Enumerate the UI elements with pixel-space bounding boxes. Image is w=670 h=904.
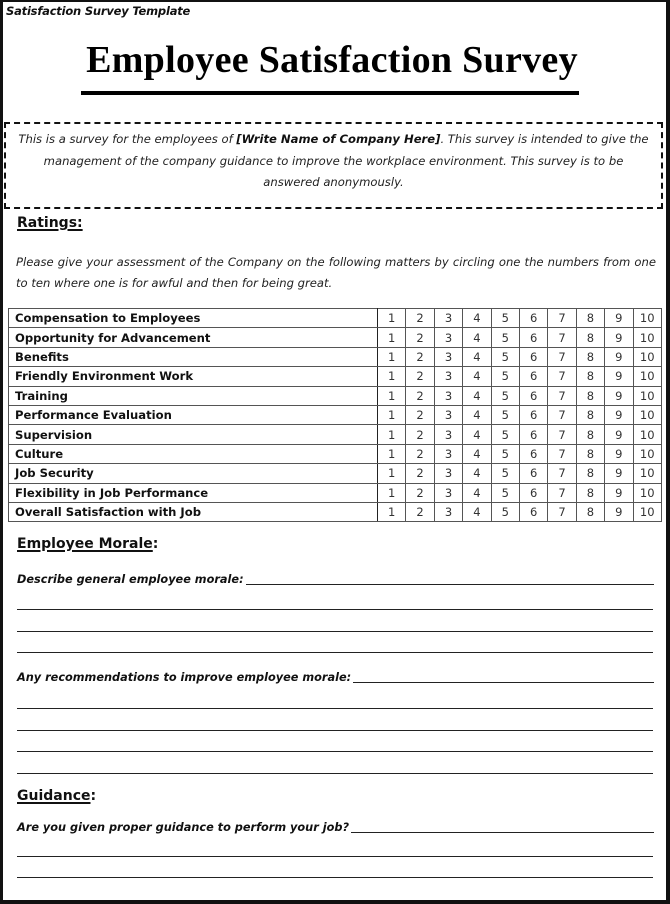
rating-item-label: Job Security xyxy=(9,464,378,483)
rating-option-6[interactable]: 6 xyxy=(519,425,547,444)
employee-morale-heading xyxy=(17,536,158,552)
rating-option-6[interactable]: 6 xyxy=(519,502,547,521)
rating-option-8[interactable]: 8 xyxy=(576,309,604,328)
rating-option-7[interactable]: 7 xyxy=(548,483,576,502)
rating-option-1[interactable]: 1 xyxy=(378,502,406,521)
describe-morale-prompt xyxy=(17,573,654,586)
rating-option-1[interactable]: 1 xyxy=(378,464,406,483)
rating-option-2[interactable]: 2 xyxy=(406,405,434,424)
rating-option-9[interactable]: 9 xyxy=(605,347,633,366)
rating-option-4[interactable]: 4 xyxy=(463,483,491,502)
rating-option-6[interactable]: 6 xyxy=(519,347,547,366)
ratings-table-body xyxy=(9,309,662,522)
rating-item-label: Supervision xyxy=(9,425,378,444)
intro-text-after: . This survey is intended to give the management of the company guidance to improve the workplace environment. This survey is to be answered anonymously. xyxy=(43,132,649,189)
table-row xyxy=(9,464,662,483)
guidance-answer-line-1[interactable] xyxy=(17,856,653,857)
rating-option-6[interactable]: 6 xyxy=(519,483,547,502)
describe-morale-answer-line-3[interactable] xyxy=(17,652,653,653)
table-row xyxy=(9,347,662,366)
rating-option-5[interactable]: 5 xyxy=(491,367,519,386)
rating-option-5[interactable]: 5 xyxy=(491,309,519,328)
describe-morale-answer-line-1[interactable] xyxy=(17,609,653,610)
table-row xyxy=(9,483,662,502)
rating-option-3[interactable]: 3 xyxy=(434,386,462,405)
rating-item-label: Compensation to Employees xyxy=(9,309,378,328)
rating-item-label: Culture xyxy=(9,444,378,463)
rating-option-10[interactable]: 10 xyxy=(633,405,661,424)
rating-option-1[interactable]: 1 xyxy=(378,425,406,444)
rating-option-1[interactable]: 1 xyxy=(378,386,406,405)
rating-item-label: Flexibility in Job Performance xyxy=(9,483,378,502)
table-row xyxy=(9,367,662,386)
recommendations-answer-line-4[interactable] xyxy=(17,773,653,774)
heading-colon: : xyxy=(152,536,159,552)
rating-option-2[interactable]: 2 xyxy=(406,444,434,463)
rating-option-10[interactable]: 10 xyxy=(633,328,661,347)
rating-option-3[interactable]: 3 xyxy=(434,502,462,521)
recommendations-answer-line-1[interactable] xyxy=(17,708,653,709)
recommendations-answer-line-2[interactable] xyxy=(17,730,653,731)
rating-option-4[interactable]: 4 xyxy=(463,367,491,386)
rating-option-8[interactable]: 8 xyxy=(576,483,604,502)
describe-morale-input[interactable] xyxy=(246,573,654,585)
guidance-heading-text: Guidance xyxy=(17,788,91,804)
guidance-input[interactable] xyxy=(351,821,654,833)
rating-option-8[interactable]: 8 xyxy=(576,367,604,386)
rating-option-3[interactable]: 3 xyxy=(434,425,462,444)
rating-option-10[interactable]: 10 xyxy=(633,464,661,483)
rating-option-8[interactable]: 8 xyxy=(576,464,604,483)
rating-option-7[interactable]: 7 xyxy=(548,405,576,424)
rating-option-7[interactable]: 7 xyxy=(548,386,576,405)
rating-option-1[interactable]: 1 xyxy=(378,328,406,347)
company-name-placeholder[interactable]: [Write Name of Company Here] xyxy=(236,132,441,146)
rating-option-5[interactable]: 5 xyxy=(491,483,519,502)
rating-option-4[interactable]: 4 xyxy=(463,328,491,347)
rating-option-2[interactable]: 2 xyxy=(406,502,434,521)
rating-option-6[interactable]: 6 xyxy=(519,328,547,347)
rating-option-8[interactable]: 8 xyxy=(576,328,604,347)
intro-box xyxy=(4,122,663,209)
table-row xyxy=(9,328,662,347)
rating-option-10[interactable]: 10 xyxy=(633,386,661,405)
describe-morale-answer-line-2[interactable] xyxy=(17,631,653,632)
rating-option-10[interactable]: 10 xyxy=(633,309,661,328)
ratings-instructions: Please give your assessment of the Company on the following matters by circling one the numbers from one to ten where one is for awful and then for being great. xyxy=(16,255,656,290)
heading-colon: : xyxy=(90,788,97,804)
rating-option-6[interactable]: 6 xyxy=(519,405,547,424)
rating-option-7[interactable]: 7 xyxy=(548,444,576,463)
rating-option-7[interactable]: 7 xyxy=(548,367,576,386)
rating-option-8[interactable]: 8 xyxy=(576,444,604,463)
rating-option-7[interactable]: 7 xyxy=(548,347,576,366)
rating-option-6[interactable]: 6 xyxy=(519,464,547,483)
rating-option-4[interactable]: 4 xyxy=(463,464,491,483)
rating-option-5[interactable]: 5 xyxy=(491,502,519,521)
rating-option-7[interactable]: 7 xyxy=(548,328,576,347)
rating-option-2[interactable]: 2 xyxy=(406,425,434,444)
rating-option-6[interactable]: 6 xyxy=(519,309,547,328)
rating-option-5[interactable]: 5 xyxy=(491,425,519,444)
rating-option-10[interactable]: 10 xyxy=(633,502,661,521)
rating-option-7[interactable]: 7 xyxy=(548,309,576,328)
rating-option-8[interactable]: 8 xyxy=(576,347,604,366)
table-row xyxy=(9,502,662,521)
rating-item-label: Opportunity for Advancement xyxy=(9,328,378,347)
guidance-heading xyxy=(17,788,96,804)
page-title: Employee Satisfaction Survey xyxy=(86,39,578,81)
guidance-answer-line-2[interactable] xyxy=(17,877,653,878)
rating-option-9[interactable]: 9 xyxy=(605,502,633,521)
rating-option-7[interactable]: 7 xyxy=(548,464,576,483)
rating-option-4[interactable]: 4 xyxy=(463,444,491,463)
guidance-prompt xyxy=(17,821,654,834)
rating-option-9[interactable]: 9 xyxy=(605,483,633,502)
rating-option-8[interactable]: 8 xyxy=(576,405,604,424)
rating-option-2[interactable]: 2 xyxy=(406,367,434,386)
title-underline-rule xyxy=(81,91,579,95)
document-label: Satisfaction Survey Template xyxy=(6,4,191,18)
rating-option-5[interactable]: 5 xyxy=(491,464,519,483)
intro-text-before: This is a survey for the employees of xyxy=(18,132,237,146)
describe-morale-label: Describe general employee morale: xyxy=(17,573,244,586)
rating-option-7[interactable]: 7 xyxy=(548,502,576,521)
rating-item-label: Performance Evaluation xyxy=(9,405,378,424)
rating-option-5[interactable]: 5 xyxy=(491,444,519,463)
rating-option-9[interactable]: 9 xyxy=(605,405,633,424)
rating-option-1[interactable]: 1 xyxy=(378,367,406,386)
rating-option-1[interactable]: 1 xyxy=(378,444,406,463)
rating-option-9[interactable]: 9 xyxy=(605,444,633,463)
rating-option-3[interactable]: 3 xyxy=(434,464,462,483)
rating-option-3[interactable]: 3 xyxy=(434,367,462,386)
rating-option-5[interactable]: 5 xyxy=(491,386,519,405)
rating-option-3[interactable]: 3 xyxy=(434,309,462,328)
rating-option-2[interactable]: 2 xyxy=(406,328,434,347)
rating-option-4[interactable]: 4 xyxy=(463,502,491,521)
rating-option-5[interactable]: 5 xyxy=(491,405,519,424)
rating-option-1[interactable]: 1 xyxy=(378,405,406,424)
ratings-heading xyxy=(17,215,83,231)
rating-option-9[interactable]: 9 xyxy=(605,328,633,347)
ratings-table xyxy=(8,308,662,522)
rating-option-10[interactable]: 10 xyxy=(633,444,661,463)
rating-option-2[interactable]: 2 xyxy=(406,464,434,483)
rating-option-10[interactable]: 10 xyxy=(633,425,661,444)
rating-option-6[interactable]: 6 xyxy=(519,367,547,386)
rating-option-9[interactable]: 9 xyxy=(605,464,633,483)
table-row xyxy=(9,444,662,463)
rating-option-3[interactable]: 3 xyxy=(434,328,462,347)
rating-option-6[interactable]: 6 xyxy=(519,386,547,405)
rating-option-2[interactable]: 2 xyxy=(406,309,434,328)
rating-option-1[interactable]: 1 xyxy=(378,309,406,328)
table-row xyxy=(9,405,662,424)
rating-option-6[interactable]: 6 xyxy=(519,444,547,463)
rating-option-5[interactable]: 5 xyxy=(491,328,519,347)
rating-option-8[interactable]: 8 xyxy=(576,502,604,521)
rating-option-9[interactable]: 9 xyxy=(605,386,633,405)
rating-option-1[interactable]: 1 xyxy=(378,347,406,366)
rating-option-10[interactable]: 10 xyxy=(633,483,661,502)
rating-option-3[interactable]: 3 xyxy=(434,347,462,366)
recommendations-answer-line-3[interactable] xyxy=(17,751,653,752)
rating-option-2[interactable]: 2 xyxy=(406,347,434,366)
table-row xyxy=(9,386,662,405)
rating-option-10[interactable]: 10 xyxy=(633,347,661,366)
guidance-label: Are you given proper guidance to perform your job? xyxy=(17,821,349,834)
rating-option-8[interactable]: 8 xyxy=(576,425,604,444)
rating-option-10[interactable]: 10 xyxy=(633,367,661,386)
rating-item-label: Overall Satisfaction with Job xyxy=(9,502,378,521)
rating-option-3[interactable]: 3 xyxy=(434,405,462,424)
rating-item-label: Benefits xyxy=(9,347,378,366)
rating-option-4[interactable]: 4 xyxy=(463,347,491,366)
rating-option-5[interactable]: 5 xyxy=(491,347,519,366)
rating-option-1[interactable]: 1 xyxy=(378,483,406,502)
rating-option-3[interactable]: 3 xyxy=(434,483,462,502)
employee-morale-heading-text: Employee Morale xyxy=(17,536,153,552)
rating-option-7[interactable]: 7 xyxy=(548,425,576,444)
rating-option-4[interactable]: 4 xyxy=(463,309,491,328)
morale-recommendations-label: Any recommendations to improve employee morale: xyxy=(17,671,352,684)
table-row xyxy=(9,309,662,328)
morale-recommendations-input[interactable] xyxy=(353,671,654,683)
table-row xyxy=(9,425,662,444)
rating-option-9[interactable]: 9 xyxy=(605,309,633,328)
rating-option-9[interactable]: 9 xyxy=(605,367,633,386)
rating-option-9[interactable]: 9 xyxy=(605,425,633,444)
rating-option-3[interactable]: 3 xyxy=(434,444,462,463)
rating-item-label: Training xyxy=(9,386,378,405)
rating-option-4[interactable]: 4 xyxy=(463,425,491,444)
rating-option-2[interactable]: 2 xyxy=(406,386,434,405)
rating-option-4[interactable]: 4 xyxy=(463,405,491,424)
rating-option-8[interactable]: 8 xyxy=(576,386,604,405)
rating-item-label: Friendly Environment Work xyxy=(9,367,378,386)
rating-option-2[interactable]: 2 xyxy=(406,483,434,502)
morale-recommendations-prompt xyxy=(17,671,654,684)
ratings-heading-text: Ratings: xyxy=(17,215,83,231)
rating-option-4[interactable]: 4 xyxy=(463,386,491,405)
